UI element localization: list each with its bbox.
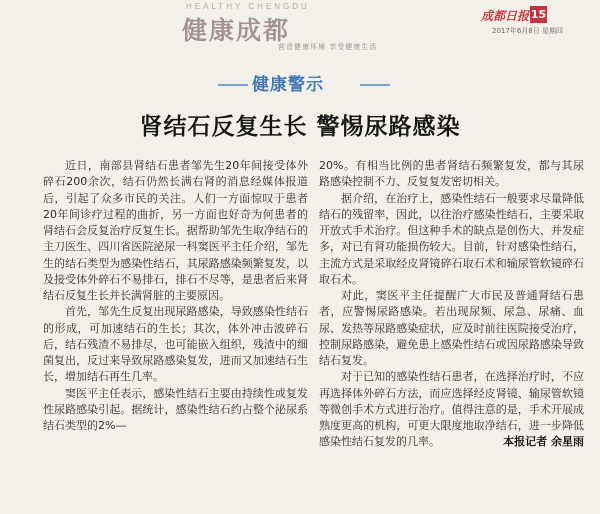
paragraph: 据介绍，在治疗上，感染性结石一般要求尽量降低结石的残留率，因此，以往治疗感染性结石，主要采取开放式手术治疗。但这种手术的缺点是创伤大、并发症多，对已有肾功能损伤较大。目前，针对感染性结石，主流方式是采取经皮肾镜碎石取石术和输尿管软镜碎石取石术。 [319, 191, 584, 286]
section-label: 健康警示 [252, 75, 324, 95]
page-number: 15 [530, 8, 547, 21]
masthead [0, 0, 600, 58]
paragraph: 20%。有相当比例的患者肾结石频繁复发，都与其尿路感染控制不力、反复复发密切相关。 [319, 159, 584, 189]
paragraph-text: 对于已知的感染性结石患者，在选择治疗时，不应再选择体外碎石方法，而应选择经皮肾镜、输尿管软镜等微创手术方式进行治疗。值得注意的是，手术开展成熟度更高的机构，可更大限度地取净结石，进一步降低感染性结石复发的几率。 [319, 370, 584, 449]
section-rule-left [218, 84, 248, 86]
paragraph: 对此，窦医平主任提醒广大市民及普通肾结石患者，应警惕尿路感染。若出现尿频、尿急、尿痛、血尿、发热等尿路感染症状，应及时前往医院接受治疗，控制尿路感染，避免患上感染性结石或因尿路感染导致结石复发。 [319, 289, 584, 367]
paragraph: 首先，邹先生反复出现尿路感染，导致感染性结石的形成，可加速结石的生长；其次，体外冲击波碎石后，结石残渣不易排尽，也可能嵌入组织，残渣中的细菌复出，反过来导致尿路感染复发，进而又加速结石生长，增加结石再生几率。 [43, 305, 308, 384]
issue-date: 2017年6月8日 星期四 [492, 27, 563, 35]
reporter-byline: 本报记者 余星雨 [503, 435, 584, 449]
paper-name: 成都日报 [481, 9, 530, 23]
article-column-right [319, 158, 584, 514]
article-body [0, 158, 600, 514]
paragraph-final [319, 369, 584, 450]
article-headline: 肾结石反复生长 警惕尿路感染 [139, 114, 461, 140]
masthead-english: HEALTHY CHENGDU [186, 2, 310, 11]
masthead-title: 健康成都 [182, 16, 291, 45]
paragraph: 近日，南部县肾结石患者邹先生20年间接受体外碎石200余次，结石仍然长满右肾的消息经媒体报道后，引起了众多市民的关注。人们一方面惊叹于患者20年间诊疗过程的曲折，另一方面也好奇为何患者的肾结石会反复治疗反复生长。据帮助邹先生取净结石的主刀医生、四川省医院泌尿一科窦医平主任介绍，邹先生的结石类型为感染性结石，其尿路感染频繁复发，以及接受体外碎石不易排石，排石不尽等，是患者后来肾结石反复生长并长满肾脏的主要原因。 [43, 159, 308, 302]
article-column-left [43, 158, 308, 514]
section-rule-right [360, 84, 390, 86]
masthead-tagline: 营造健康环境 享受健康生活 [278, 43, 378, 51]
paragraph: 窦医平主任表示，感染性结石主要由持续性或复发性尿路感染引起。据统计，感染性结石约占整个泌尿系结石类型的2%— [43, 386, 308, 432]
